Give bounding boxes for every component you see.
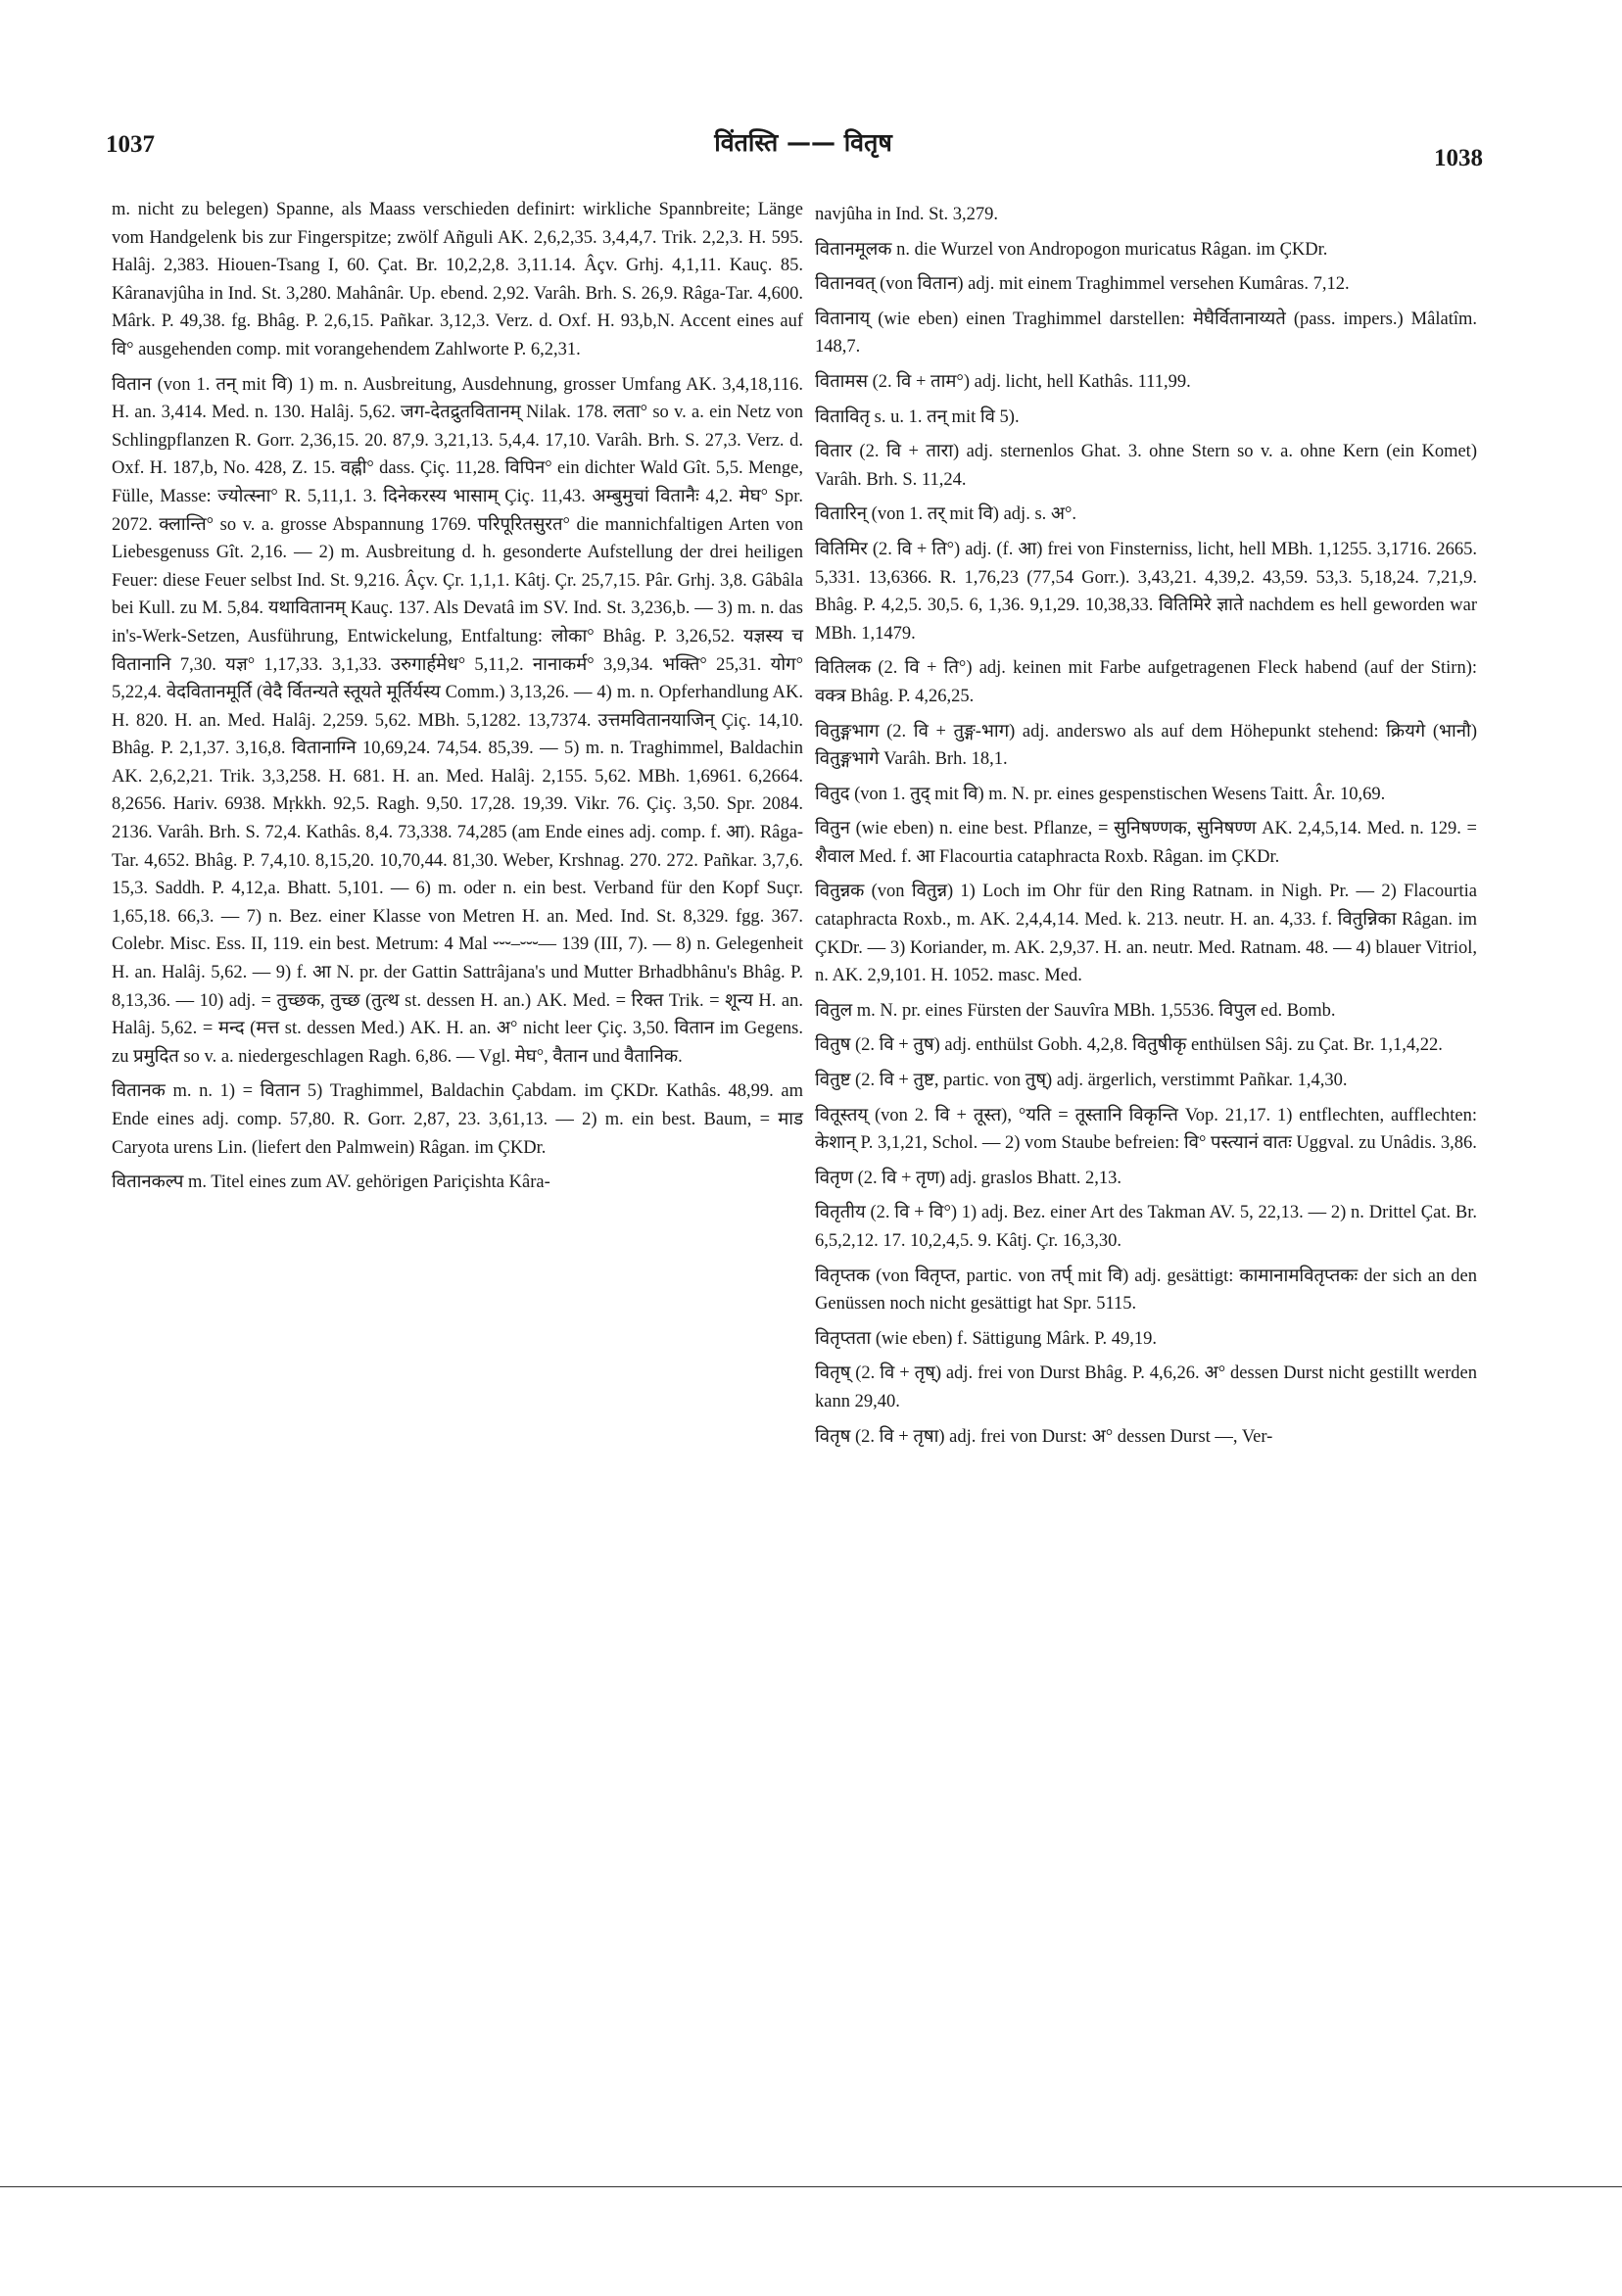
running-title: विंतस्ति —— वितृष xyxy=(714,128,892,157)
entry-paragraph: वितामस (2. वि + ताम°) adj. licht, hell Kathâs. 111,99. xyxy=(815,371,1191,392)
entry-paragraph: वितुन (wie eben) n. eine best. Pflanze, = सुनिषण्णक, सुनिषण्ण AK. 2,4,5,14. Med. n. 129. = शैवाल Med. f. आ Flacourtia cataphracta Roxb. Râgan. im ÇKDr. xyxy=(815,819,1477,867)
entry-paragraph: वितृतीय (2. वि + वि°) 1) adj. Bez. einer Art des Takman AV. 5, 22,13. — 2) n. Drittel Çat. Br. 6,5,2,12. 17. 10,2,4,5. 9. Kâtj. Çr. 16,3,30. xyxy=(815,1203,1477,1251)
left-column xyxy=(112,196,803,1204)
entry-paragraph: वितृष (2. वि + तृषा) adj. frei von Durst: अ° dessen Durst —, Ver- xyxy=(815,1426,1273,1447)
entry-paragraph: वितानमूलक n. die Wurzel von Andropogon muricatus Râgan. im ÇKDr. xyxy=(815,239,1328,260)
entry-paragraph: navjûha in Ind. St. 3,279. xyxy=(815,205,999,224)
entry-paragraph: वितुङ्गभाग (2. वि + तुङ्ग-भाग) adj. anderswo als auf dem Höhepunkt stehend: क्रियगे (भानौ) वितुङ्गभागे Varâh. Brh. 18,1. xyxy=(815,721,1477,770)
entry-paragraph: वितानाय् (wie eben) einen Traghimmel darstellen: मेघैर्वितानाय्यते (pass. impers.) Mâlatîm. 148,7. xyxy=(815,309,1477,358)
entry-paragraph: वितान (von 1. तन् mit वि) 1) m. n. Ausbreitung, Ausdehnung, grosser Umfang AK. 3,4,18,116. H. an. 3,414. Med. n. 130. Halâj. 5,62. जग-देतद्रुतवितानम् Nilak. 178. लता° so v. a. ein Netz von Schlingpflanzen R. Gorr. 2,36,15. 20. 87,9. 3,21,13. 5,4,4. 17,10. Varâh. Brh. S. 27,3. Verz. d. Oxf. H. 187,b, No. 428, Z. 15. वह्नी° dass. Çiç. 11,28. विपिन° ein dichter Wald Gît. 5,5. Menge, Fülle, Masse: ज्योत्स्ना° R. 5,11,1. 3. दिनेकरस्य भासाम् Çiç. 11,43. अम्बुमुचां वितानैः 4,2. मेघ° Spr. 2072. क्लान्ति° so v. a. grosse Abspannung 1769. परिपूरितसुरत° die mannichfaltigen Arten von Liebesgenuss Gît. 2,16. — 2) m. Ausbreitung d. h. gesonderte Aufstellung der drei heiligen Feuer: diese Feuer selbst Ind. St. 9,216. Âçv. Çr. 1,1,1. Kâtj. Çr. 25,7,15. Pâr. Grhj. 3,8. Gâbâla bei Kull. zu M. 5,84. यथावितानम् Kauç. 137. Als Devatâ im SV. Ind. St. 3,236,b. — 3) m. n. das in's-Werk-Setzen, Ausführung, Entwickelung, Entfaltung: लोका° Bhâg. P. 3,26,52. यज्ञस्य च वितानानि 7,30. यज्ञ° 1,17,33. 3,1,33. उरुगार्हमेध° 5,11,2. नानाकर्म° 3,9,34. भक्ति° 25,31. योग° 5,22,4. वेदवितानमूर्ति (वेदै र्वितन्यते स्तूयते मूर्तिर्यस्य Comm.) 3,13,26. — 4) m. n. Opferhandlung AK. H. 820. H. an. Med. Halâj. 2,259. 5,62. MBh. 5,1282. 13,7374. उत्तमवितानयाजिन् Çiç. 14,10. Bhâg. P. 2,1,37. 3,16,8. वितानाग्नि 10,69,24. 74,54. 85,39. — 5) m. n. Traghimmel, Baldachin AK. 2,6,2,21. Trik. 3,3,258. H. 681. H. an. Med. Halâj. 2,155. 5,62. MBh. 1,6961. 6,2664. 8,2656. Hariv. 6938. Mṛkkh. 92,5. Ragh. 9,50. 17,28. 19,39. Vikr. 76. Çiç. 3,50. Spr. 2084. 2136. Varâh. Brh. S. 72,4. Kathâs. 8,4. 73,338. 74,285 (am Ende eines adj. comp. f. आ). Râga-Tar. 4,652. Bhâg. P. 7,4,10. 8,15,20. 10,70,44. 81,30. Weber, Krshnag. 270. 272. Pañkar. 3,7,6. 15,3. Saddh. P. 4,12,a. Bhatt. 5,101. — 6) m. oder n. ein best. Verband für den Kopf Suçr. 1,65,18. 66,3. — 7) n. Bez. einer Klasse von Metren H. an. Med. Ind. St. 8,329. fgg. 367. Colebr. Misc. Ess. II, 119. ein best. Metrum: 4 Mal ⏑⏑⏑–⏑⏑⏑–– 139 (III, 7). — 8) n. Gelegenheit H. an. Halâj. 5,62. — 9) f. आ N. pr. der Gattin Sattrâjana's und Mutter Brhadbhânu's Bhâg. P. 8,13,36. — 10) adj. = तुच्छक, तुच्छ (तुत्थ st. dessen H. an.) AK. Med. = रिक्त Trik. = शून्य H. an. Halâj. 5,62. = मन्द (मत्त st. dessen Med.) AK. H. an. अ° nicht leer Çiç. 3,50. वितान im Gegens. zu प्रमुदित so v. a. niedergeschlagen Ragh. 6,86. — Vgl. मेघ°, वैतान und वैतानिक. xyxy=(112,374,803,1067)
entry-paragraph: वितानकल्प m. Titel eines zum AV. gehörigen Pariçishta Kâra- xyxy=(112,1172,550,1193)
entry-paragraph: वितुष (2. वि + तुष) adj. enthülst Gobh. 4,2,8. वितुषीकृ enthülsen Sâj. zu Çat. Br. 1,1,4,22. xyxy=(815,1035,1443,1056)
entry-paragraph: वितिलक (2. वि + ति°) adj. keinen mit Farbe aufgetragenen Fleck habend (auf der Stirn): वक्त्र Bhâg. P. 4,26,25. xyxy=(815,658,1477,706)
entry-paragraph: वितृष् (2. वि + तृष्) adj. frei von Durst Bhâg. P. 4,6,26. अ° dessen Durst nicht gestillt werden kann 29,40. xyxy=(815,1363,1477,1411)
entry-paragraph: वितावितृ s. u. 1. तन् mit वि 5). xyxy=(815,407,1020,427)
entry-paragraph: वितारिन् (von 1. तर् mit वि) adj. s. अ°. xyxy=(815,504,1077,525)
entry-paragraph: वितुल m. N. pr. eines Fürsten der Sauvîra MBh. 1,5536. विपुल ed. Bomb. xyxy=(815,1000,1336,1021)
entry-paragraph: वितृप्तक (von वितृप्त, partic. von तर्प् mit वि) adj. gesättigt: कामानामवितृप्तकः der sich an den Genüssen noch nicht gesättigt hat Spr. 5115. xyxy=(815,1266,1477,1315)
entry-paragraph: वितूस्तय् (von 2. वि + तूस्त), °यति = तूस्तानि विकृन्ति Vop. 21,17. 1) entflechten, aufflechten: केशान् P. 3,1,21, Schol. — 2) vom Staube befreien: वि° पस्त्यानं वातः Uggval. zu Unâdis. 3,86. xyxy=(815,1105,1477,1154)
page-number-left: 1037 xyxy=(106,131,155,158)
entry-paragraph: m. nicht zu belegen) Spanne, als Maass verschieden definirt: wirkliche Spannbreite; Länge vom Handgelenk bis zur Fingerspitze; zwölf Añguli AK. 2,6,2,35. 3,4,4,7. Trik. 2,2,3. H. 595. Halâj. 2,383. Hiouen-Tsang I, 60. Çat. Br. 10,2,2,8. 3,11.14. Âçv. Grhj. 4,1,11. Kauç. 85. Kâranavjûha in Ind. St. 3,280. Mahânâr. Up. ebend. 2,92. Varâh. Brh. S. 26,9. Râga-Tar. 4,600. Mârk. P. 49,38. fg. Bhâg. P. 2,6,15. Pañkar. 3,12,3. Verz. d. Oxf. H. 93,b,N. Accent eines auf वि° ausgehenden comp. mit vorangehendem Zahlworte P. 6,2,31. xyxy=(112,200,803,359)
entry-paragraph: वितुष्ट (2. वि + तुष्ट, partic. von तुष्) adj. ärgerlich, verstimmt Pañkar. 1,4,30. xyxy=(815,1071,1348,1091)
page-number-right: 1038 xyxy=(1434,145,1483,171)
entry-paragraph: वितिमिर (2. वि + ति°) adj. (f. आ) frei von Finsterniss, licht, hell MBh. 1,1255. 3,1716. 2665. 5,331. 13,6366. R. 1,76,23 (77,54 Gorr.). 3,43,21. 4,39,2. 43,59. 53,3. 5,18,24. 7,21,9. Bhâg. P. 4,2,5. 30,5. 6, 1,36. 9,1,29. 10,38,33. वितिमिरे ज्ञाते nachdem es hell geworden war MBh. 1,1479. xyxy=(815,539,1477,644)
entry-paragraph: वितृण (2. वि + तृण) adj. graslos Bhatt. 2,13. xyxy=(815,1168,1121,1188)
entry-paragraph: वितार (2. वि + तारा) adj. sternenlos Ghat. 3. ohne Stern so v. a. ohne Kern (ein Komet) Varâh. Brh. S. 11,24. xyxy=(815,442,1477,490)
entry-paragraph: वितुन्नक (von वितुन्न) 1) Loch im Ohr für den Ring Ratnam. in Nigh. Pr. — 2) Flacourtia cataphracta Roxb., m. AK. 2,4,4,14. Med. k. 213. neutr. H. an. 4,33. f. वितुन्निका Râgan. im ÇKDr. — 3) Koriander, m. AK. 2,9,37. H. an. neutr. Med. Ratnam. 48. — 4) blauer Vitriol, n. AK. 2,9,101. H. 1052. masc. Med. xyxy=(815,882,1477,986)
footer-rule xyxy=(0,2186,1622,2187)
entry-paragraph: वितृप्तता (wie eben) f. Sättigung Mârk. P. 49,19. xyxy=(815,1328,1158,1349)
entry-paragraph: वितानवत् (von वितान) adj. mit einem Traghimmel versehen Kumâras. 7,12. xyxy=(815,274,1350,295)
entry-paragraph: वितानक m. n. 1) = वितान 5) Traghimmel, Baldachin Çabdam. im ÇKDr. Kathâs. 48,99. am Ende eines adj. comp. 57,80. R. Gorr. 2,87, 23. 3,61,13. — 2) m. ein best. Baum, = माड Caryota urens Lin. (liefert den Palmwein) Râgan. im ÇKDr. xyxy=(112,1081,803,1158)
entry-paragraph: वितुद (von 1. तुद् mit वि) m. N. pr. eines gespenstischen Wesens Taitt. Âr. 10,69. xyxy=(815,784,1386,804)
right-column xyxy=(815,201,1477,1458)
